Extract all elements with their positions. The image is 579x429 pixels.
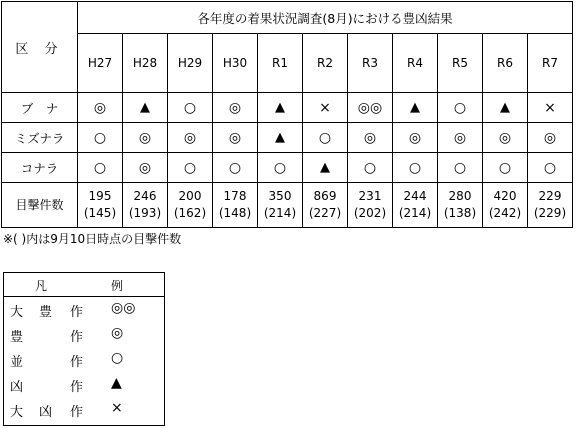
sightings-total: 231 <box>358 189 382 203</box>
legend-row <box>4 398 164 422</box>
legend-label-char: 作 <box>70 355 84 370</box>
species-name: ブ ナ <box>2 93 78 123</box>
sightings-total: 195 <box>88 189 112 203</box>
harvest-result-cell: × <box>303 93 348 123</box>
harvest-result-cell: ○ <box>168 153 213 183</box>
legend-label-char: 作 <box>70 305 84 320</box>
harvest-result-cell: ◎ <box>528 123 573 153</box>
legend-label-char: 作 <box>70 405 84 420</box>
legend-label-char: 作 <box>70 380 84 395</box>
harvest-result-cell: ◎◎ <box>348 93 393 123</box>
sightings-row <box>2 183 573 228</box>
harvest-result-cell: × <box>528 93 573 123</box>
sightings-sep10: (193) <box>128 206 162 220</box>
year-header-r3: R3 <box>348 34 393 93</box>
legend-symbol: ◎ <box>111 325 124 341</box>
sightings-cell <box>78 183 123 228</box>
harvest-result-cell: ▲ <box>303 153 348 183</box>
harvest-result-cell: ◎ <box>213 93 258 123</box>
harvest-result-cell: ○ <box>303 123 348 153</box>
sightings-cell <box>438 183 483 228</box>
harvest-result-cell: ◎ <box>123 123 168 153</box>
year-header-r7: R7 <box>528 34 573 93</box>
legend-label-char: 豊 <box>10 330 24 345</box>
year-header-h28: H28 <box>123 34 168 93</box>
harvest-results-table-body <box>2 2 573 228</box>
legend-symbol: ○ <box>111 350 124 366</box>
harvest-result-cell: ◎ <box>78 93 123 123</box>
legend-symbol: ▲ <box>111 375 122 391</box>
year-header-r1: R1 <box>258 34 303 93</box>
year-header-r5: R5 <box>438 34 483 93</box>
harvest-result-cell: ▲ <box>123 93 168 123</box>
legend-label-char: 豊 <box>39 305 53 320</box>
table-title: 各年度の着果状況調査(8月)における豊凶結果 <box>78 2 573 34</box>
harvest-result-cell: ▲ <box>393 93 438 123</box>
harvest-results-table <box>1 1 573 228</box>
sightings-total: 869 <box>313 189 337 203</box>
sightings-total: 280 <box>448 189 472 203</box>
legend-label-char: 作 <box>70 330 84 345</box>
harvest-result-cell: ○ <box>78 153 123 183</box>
harvest-result-cell: ○ <box>393 153 438 183</box>
sightings-sep10: (227) <box>308 206 342 220</box>
sightings-cell <box>528 183 573 228</box>
harvest-result-cell: ▲ <box>258 123 303 153</box>
year-header-row <box>2 34 573 93</box>
sightings-sep10: (229) <box>533 206 567 220</box>
species-name: ミズナラ <box>2 123 78 153</box>
harvest-result-cell: ◎ <box>123 153 168 183</box>
sightings-sep10: (214) <box>263 206 297 220</box>
legend-row <box>4 348 164 372</box>
year-header-h30: H30 <box>213 34 258 93</box>
harvest-result-cell: ▲ <box>258 93 303 123</box>
sightings-cell <box>393 183 438 228</box>
kubun-header: 区 分 <box>2 2 78 93</box>
year-header-r2: R2 <box>303 34 348 93</box>
legend-header-right: 例 <box>111 279 124 293</box>
year-header-h29: H29 <box>168 34 213 93</box>
sightings-sep10: (138) <box>443 206 477 220</box>
legend-header <box>4 273 164 297</box>
harvest-result-cell: ○ <box>258 153 303 183</box>
footnote: ※( )内は9月10日時点の目撃件数 <box>3 232 182 246</box>
harvest-result-cell: ◎ <box>348 123 393 153</box>
species-row <box>2 93 573 123</box>
legend-label-char: 大 <box>10 305 24 320</box>
legend-symbol: ◎◎ <box>111 300 136 316</box>
species-name: コナラ <box>2 153 78 183</box>
sightings-cell <box>348 183 393 228</box>
harvest-result-cell: ◎ <box>213 123 258 153</box>
sightings-sep10: (148) <box>218 206 252 220</box>
sightings-sep10: (162) <box>173 206 207 220</box>
harvest-result-cell: ◎ <box>393 123 438 153</box>
species-row <box>2 123 573 153</box>
harvest-result-cell: ○ <box>348 153 393 183</box>
legend-label-char: 並 <box>10 355 24 370</box>
legend-label-char: 凶 <box>10 380 24 395</box>
harvest-result-cell: ○ <box>528 153 573 183</box>
sightings-total: 244 <box>403 189 427 203</box>
harvest-result-cell: ○ <box>438 153 483 183</box>
legend-row <box>4 323 164 347</box>
year-header-r4: R4 <box>393 34 438 93</box>
legend-header-left: 凡 <box>35 279 48 293</box>
legend-row <box>4 298 164 322</box>
sightings-total: 246 <box>133 189 157 203</box>
species-row <box>2 153 573 183</box>
harvest-result-cell: ◎ <box>168 123 213 153</box>
legend-symbol: × <box>111 400 123 416</box>
legend-row <box>4 373 164 397</box>
sightings-sep10: (214) <box>398 206 432 220</box>
legend-label-char: 大 <box>10 405 24 420</box>
harvest-result-cell: ◎ <box>483 123 528 153</box>
harvest-result-cell: ○ <box>438 93 483 123</box>
harvest-result-cell: ○ <box>213 153 258 183</box>
harvest-result-cell: ○ <box>483 153 528 183</box>
year-header-h27: H27 <box>78 34 123 93</box>
sightings-sep10: (242) <box>488 206 522 220</box>
sightings-total: 229 <box>538 189 562 203</box>
harvest-result-cell: ○ <box>78 123 123 153</box>
legend-label-char: 凶 <box>39 405 53 420</box>
sightings-total: 350 <box>268 189 292 203</box>
sightings-cell <box>168 183 213 228</box>
sightings-cell <box>258 183 303 228</box>
harvest-result-cell: ▲ <box>483 93 528 123</box>
harvest-result-cell: ◎ <box>438 123 483 153</box>
legend-box <box>3 272 165 426</box>
sightings-sep10: (145) <box>83 206 117 220</box>
sightings-cell <box>213 183 258 228</box>
harvest-result-cell: ○ <box>168 93 213 123</box>
sightings-cell <box>483 183 528 228</box>
sightings-label: 目撃件数 <box>2 183 78 228</box>
sightings-cell <box>123 183 168 228</box>
year-header-r6: R6 <box>483 34 528 93</box>
sightings-total: 200 <box>178 189 202 203</box>
sightings-total: 178 <box>223 189 247 203</box>
sightings-sep10: (202) <box>353 206 387 220</box>
sightings-total: 420 <box>493 189 517 203</box>
sightings-cell <box>303 183 348 228</box>
